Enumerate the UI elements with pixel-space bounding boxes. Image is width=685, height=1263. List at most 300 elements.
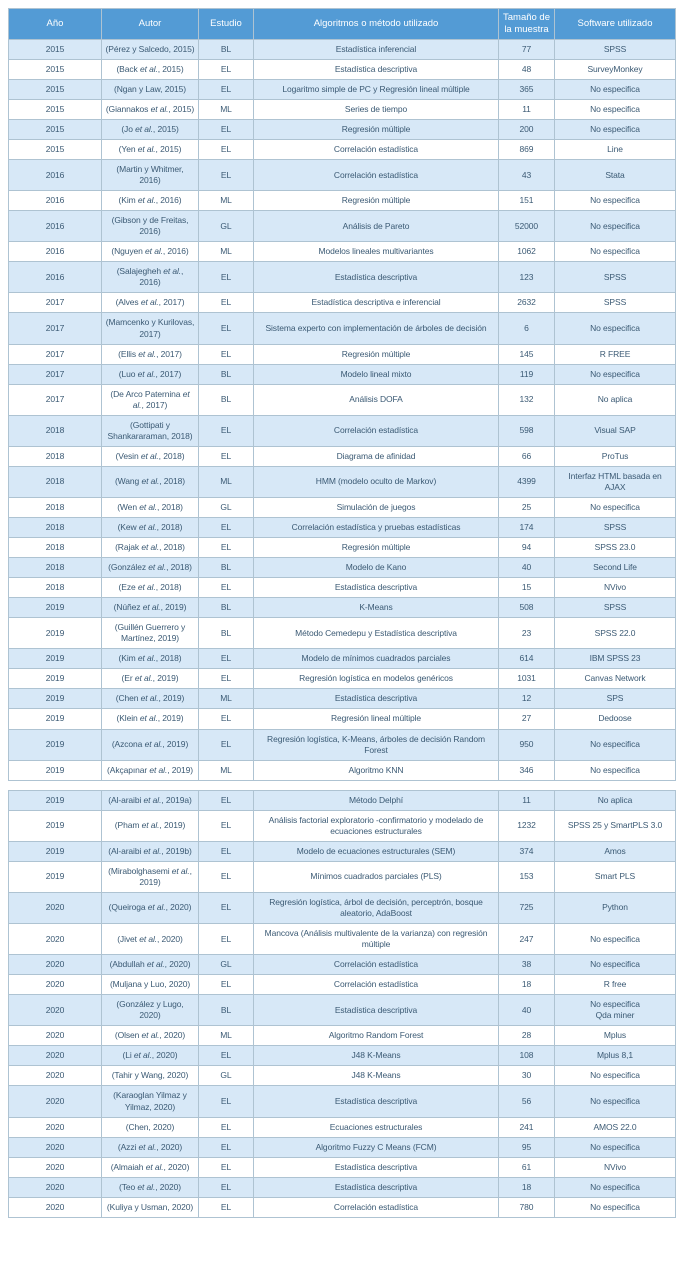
cell-method: Análisis DOFA (254, 384, 499, 415)
cell-study: ML (199, 242, 254, 262)
cell-year: 2020 (9, 1086, 102, 1117)
table-section-gap (8, 781, 685, 790)
cell-software: No especifica (555, 924, 676, 955)
table-row (9, 262, 676, 293)
cell-method: Logaritmo simple de PC y Regresión lineal múltiple (254, 79, 499, 99)
cell-software: No especifica (555, 1177, 676, 1197)
table-row (9, 446, 676, 466)
table-row (9, 578, 676, 598)
table-row (9, 191, 676, 211)
cell-year: 2020 (9, 1066, 102, 1086)
cell-study: ML (199, 191, 254, 211)
cell-method: J48 K-Means (254, 1066, 499, 1086)
table-row (9, 618, 676, 649)
cell-sample: 95 (499, 1137, 555, 1157)
cell-year: 2019 (9, 669, 102, 689)
cell-author: (Teo et al., 2020) (102, 1177, 199, 1197)
cell-study: EL (199, 79, 254, 99)
cell-software: IBM SPSS 23 (555, 649, 676, 669)
cell-method: Estadística descriptiva (254, 1086, 499, 1117)
header-cell-author: Autor (102, 9, 199, 40)
cell-method: Simulación de juegos (254, 497, 499, 517)
cell-study: GL (199, 955, 254, 975)
cell-software: No especifica (555, 760, 676, 780)
cell-author: (Tahir y Wang, 2020) (102, 1066, 199, 1086)
cell-software: No especifica (555, 1197, 676, 1217)
cell-study: EL (199, 861, 254, 892)
cell-software: No especifica (555, 729, 676, 760)
cell-sample: 2632 (499, 293, 555, 313)
table-row (9, 892, 676, 923)
cell-year: 2015 (9, 139, 102, 159)
cell-sample: 153 (499, 861, 555, 892)
cell-author: (Vesin et al., 2018) (102, 446, 199, 466)
cell-author: (Li et al., 2020) (102, 1046, 199, 1066)
cell-study: EL (199, 578, 254, 598)
cell-year: 2018 (9, 518, 102, 538)
cell-software: Amos (555, 841, 676, 861)
cell-author: (Martin y Whitmer, 2016) (102, 160, 199, 191)
cell-study: EL (199, 293, 254, 313)
table-row (9, 924, 676, 955)
table-row (9, 995, 676, 1026)
cell-year: 2017 (9, 313, 102, 344)
cell-method: Correlación estadística (254, 415, 499, 446)
cell-software: No especifica (555, 497, 676, 517)
cell-sample: 374 (499, 841, 555, 861)
table-row (9, 99, 676, 119)
cell-sample: 6 (499, 313, 555, 344)
cell-study: EL (199, 160, 254, 191)
cell-author: (Abdullah et al., 2020) (102, 955, 199, 975)
cell-method: Modelo de Kano (254, 558, 499, 578)
cell-author: (Kim et al., 2016) (102, 191, 199, 211)
cell-author: (De Arco Paternina et al., 2017) (102, 384, 199, 415)
table-row (9, 1157, 676, 1177)
table-row (9, 975, 676, 995)
table-row (9, 518, 676, 538)
cell-author: (Mirabolghasemi et al., 2019) (102, 861, 199, 892)
cell-software: No especifica (555, 955, 676, 975)
cell-author: (Back et al., 2015) (102, 59, 199, 79)
cell-year: 2020 (9, 1137, 102, 1157)
cell-study: GL (199, 497, 254, 517)
cell-author: (Guillén Guerrero y Martínez, 2019) (102, 618, 199, 649)
cell-year: 2016 (9, 242, 102, 262)
cell-software: R free (555, 975, 676, 995)
cell-method: Modelo lineal mixto (254, 364, 499, 384)
cell-study: BL (199, 598, 254, 618)
cell-study: EL (199, 139, 254, 159)
cell-study: EL (199, 1177, 254, 1197)
cell-author: (Azcona et al., 2019) (102, 729, 199, 760)
cell-author: (Gottipati y Shankararaman, 2018) (102, 415, 199, 446)
cell-year: 2017 (9, 364, 102, 384)
cell-sample: 241 (499, 1117, 555, 1137)
cell-study: EL (199, 262, 254, 293)
cell-author: (Chen, 2020) (102, 1117, 199, 1137)
cell-method: Regresión logística, árbol de decisión, perceptrón, bosque aleatorio, AdaBoost (254, 892, 499, 923)
cell-author: (Ngan y Law, 2015) (102, 79, 199, 99)
cell-study: EL (199, 790, 254, 810)
cell-software: Smart PLS (555, 861, 676, 892)
cell-year: 2020 (9, 1197, 102, 1217)
cell-sample: 200 (499, 119, 555, 139)
header-cell-software: Software utilizado (555, 9, 676, 40)
cell-method: Regresión múltiple (254, 191, 499, 211)
cell-method: Correlación estadística (254, 955, 499, 975)
cell-method: Diagrama de afinidad (254, 446, 499, 466)
table-row (9, 344, 676, 364)
table-row (9, 810, 676, 841)
cell-year: 2018 (9, 497, 102, 517)
cell-software: No especifica (555, 191, 676, 211)
cell-method: Estadística descriptiva (254, 59, 499, 79)
cell-sample: 43 (499, 160, 555, 191)
cell-sample: 61 (499, 1157, 555, 1177)
cell-sample: 725 (499, 892, 555, 923)
cell-study: ML (199, 99, 254, 119)
cell-author: (Chen et al., 2019) (102, 689, 199, 709)
cell-author: (Al-araibi et al., 2019a) (102, 790, 199, 810)
cell-author: (Queiroga et al., 2020) (102, 892, 199, 923)
cell-method: Estadística descriptiva (254, 262, 499, 293)
cell-study: EL (199, 669, 254, 689)
cell-software: SurveyMonkey (555, 59, 676, 79)
header-cell-year: Año (9, 9, 102, 40)
cell-author: (González et al., 2018) (102, 558, 199, 578)
header-row (9, 9, 676, 40)
cell-software: No aplica (555, 384, 676, 415)
cell-sample: 780 (499, 1197, 555, 1217)
cell-author: (Mamcenko y Kurilovas, 2017) (102, 313, 199, 344)
cell-year: 2019 (9, 709, 102, 729)
cell-sample: 40 (499, 558, 555, 578)
cell-software: No especifica (555, 1137, 676, 1157)
table-row (9, 364, 676, 384)
cell-software: No especifica Qda miner (555, 995, 676, 1026)
cell-method: J48 K-Means (254, 1046, 499, 1066)
cell-author: (Er et al., 2019) (102, 669, 199, 689)
table-row (9, 293, 676, 313)
table-row (9, 649, 676, 669)
cell-method: Correlación estadística (254, 1197, 499, 1217)
cell-software: SPSS 25 y SmartPLS 3.0 (555, 810, 676, 841)
cell-year: 2017 (9, 344, 102, 364)
cell-year: 2016 (9, 160, 102, 191)
table-row (9, 669, 676, 689)
cell-software: No especifica (555, 119, 676, 139)
cell-year: 2019 (9, 760, 102, 780)
table-row (9, 79, 676, 99)
cell-method: Modelo de ecuaciones estructurales (SEM) (254, 841, 499, 861)
cell-study: ML (199, 760, 254, 780)
cell-sample: 15 (499, 578, 555, 598)
cell-year: 2018 (9, 558, 102, 578)
results-table-part-2 (8, 790, 676, 1218)
cell-author: (Yen et al., 2015) (102, 139, 199, 159)
table-row (9, 1026, 676, 1046)
cell-year: 2020 (9, 975, 102, 995)
cell-sample: 12 (499, 689, 555, 709)
cell-author: (Wang et al., 2018) (102, 466, 199, 497)
cell-sample: 48 (499, 59, 555, 79)
cell-sample: 11 (499, 99, 555, 119)
cell-sample: 598 (499, 415, 555, 446)
table-row (9, 1137, 676, 1157)
cell-sample: 614 (499, 649, 555, 669)
cell-sample: 77 (499, 39, 555, 59)
table-row (9, 39, 676, 59)
header-cell-sample: Tamaño de la muestra (499, 9, 555, 40)
table-row (9, 1197, 676, 1217)
cell-sample: 950 (499, 729, 555, 760)
table-row (9, 313, 676, 344)
cell-year: 2015 (9, 39, 102, 59)
cell-sample: 145 (499, 344, 555, 364)
cell-year: 2020 (9, 892, 102, 923)
cell-year: 2015 (9, 59, 102, 79)
table-row (9, 689, 676, 709)
cell-year: 2019 (9, 841, 102, 861)
cell-year: 2016 (9, 262, 102, 293)
cell-method: Sistema experto con implementación de árboles de decisión (254, 313, 499, 344)
cell-software: Visual SAP (555, 415, 676, 446)
cell-year: 2020 (9, 1026, 102, 1046)
cell-sample: 28 (499, 1026, 555, 1046)
cell-study: EL (199, 415, 254, 446)
cell-software: ProTus (555, 446, 676, 466)
cell-author: (Azzi et al., 2020) (102, 1137, 199, 1157)
table-row (9, 598, 676, 618)
cell-study: EL (199, 1137, 254, 1157)
cell-method: Regresión logística, K-Means, árboles de decisión Random Forest (254, 729, 499, 760)
cell-study: EL (199, 729, 254, 760)
cell-method: Correlación estadística (254, 139, 499, 159)
cell-study: BL (199, 995, 254, 1026)
cell-software: Python (555, 892, 676, 923)
table-row (9, 729, 676, 760)
table-row (9, 709, 676, 729)
cell-sample: 1062 (499, 242, 555, 262)
cell-author: (Eze et al., 2018) (102, 578, 199, 598)
cell-sample: 132 (499, 384, 555, 415)
cell-method: Regresión múltiple (254, 538, 499, 558)
cell-method: Algoritmo Random Forest (254, 1026, 499, 1046)
cell-author: (Pérez y Salcedo, 2015) (102, 39, 199, 59)
cell-sample: 56 (499, 1086, 555, 1117)
table-row (9, 1117, 676, 1137)
cell-study: EL (199, 1197, 254, 1217)
table-row (9, 1066, 676, 1086)
cell-year: 2020 (9, 1046, 102, 1066)
table-row (9, 861, 676, 892)
cell-sample: 23 (499, 618, 555, 649)
cell-study: EL (199, 518, 254, 538)
cell-method: Análisis de Pareto (254, 211, 499, 242)
cell-year: 2016 (9, 211, 102, 242)
table-row (9, 160, 676, 191)
cell-method: Correlación estadística (254, 160, 499, 191)
cell-author: (Wen et al., 2018) (102, 497, 199, 517)
results-table-part-1 (8, 8, 676, 781)
cell-study: ML (199, 1026, 254, 1046)
cell-author: (Pham et al., 2019) (102, 810, 199, 841)
cell-year: 2019 (9, 861, 102, 892)
cell-year: 2020 (9, 995, 102, 1026)
cell-sample: 108 (499, 1046, 555, 1066)
cell-author: (Olsen et al., 2020) (102, 1026, 199, 1046)
table-row (9, 415, 676, 446)
cell-software: Mplus (555, 1026, 676, 1046)
cell-sample: 123 (499, 262, 555, 293)
cell-year: 2020 (9, 955, 102, 975)
table-row (9, 538, 676, 558)
cell-author: (Muljana y Luo, 2020) (102, 975, 199, 995)
cell-software: NVivo (555, 1157, 676, 1177)
cell-software: No especifica (555, 79, 676, 99)
cell-method: Método Cemedepu y Estadística descriptiva (254, 618, 499, 649)
cell-study: BL (199, 618, 254, 649)
cell-sample: 247 (499, 924, 555, 955)
cell-year: 2017 (9, 384, 102, 415)
cell-method: Ecuaciones estructurales (254, 1117, 499, 1137)
cell-study: EL (199, 892, 254, 923)
table-row (9, 59, 676, 79)
cell-study: EL (199, 841, 254, 861)
table-row (9, 139, 676, 159)
table-row (9, 466, 676, 497)
table-row (9, 384, 676, 415)
cell-sample: 40 (499, 995, 555, 1026)
cell-software: No especifica (555, 364, 676, 384)
cell-study: EL (199, 538, 254, 558)
table-row (9, 497, 676, 517)
cell-author: (Akçapınar et al., 2019) (102, 760, 199, 780)
cell-year: 2020 (9, 1177, 102, 1197)
cell-software: No especifica (555, 1086, 676, 1117)
cell-method: Modelo de mínimos cuadrados parciales (254, 649, 499, 669)
cell-method: Estadística descriptiva (254, 689, 499, 709)
table-row (9, 119, 676, 139)
cell-year: 2018 (9, 446, 102, 466)
cell-method: Regresión lineal múltiple (254, 709, 499, 729)
cell-year: 2019 (9, 810, 102, 841)
cell-author: (Jivet et al., 2020) (102, 924, 199, 955)
cell-software: Stata (555, 160, 676, 191)
cell-sample: 94 (499, 538, 555, 558)
cell-year: 2019 (9, 618, 102, 649)
cell-year: 2015 (9, 119, 102, 139)
cell-study: EL (199, 975, 254, 995)
table-row (9, 790, 676, 810)
cell-sample: 119 (499, 364, 555, 384)
table-row (9, 242, 676, 262)
cell-sample: 38 (499, 955, 555, 975)
cell-author: (Giannakos et al., 2015) (102, 99, 199, 119)
cell-software: No especifica (555, 1066, 676, 1086)
header-cell-method: Algoritmos o método utilizado (254, 9, 499, 40)
cell-sample: 365 (499, 79, 555, 99)
table-row (9, 1086, 676, 1117)
cell-method: Series de tiempo (254, 99, 499, 119)
table-row (9, 1046, 676, 1066)
cell-year: 2018 (9, 538, 102, 558)
cell-study: EL (199, 1157, 254, 1177)
cell-year: 2015 (9, 99, 102, 119)
cell-software: SPSS (555, 518, 676, 538)
cell-year: 2016 (9, 191, 102, 211)
cell-sample: 174 (499, 518, 555, 538)
cell-author: (Rajak et al., 2018) (102, 538, 199, 558)
cell-sample: 66 (499, 446, 555, 466)
cell-study: EL (199, 649, 254, 669)
cell-software: No especifica (555, 211, 676, 242)
cell-software: NVivo (555, 578, 676, 598)
cell-author: (Kuliya y Usman, 2020) (102, 1197, 199, 1217)
cell-author: (González y Lugo, 2020) (102, 995, 199, 1026)
cell-study: BL (199, 364, 254, 384)
cell-year: 2020 (9, 1117, 102, 1137)
cell-software: No especifica (555, 99, 676, 119)
cell-software: Interfaz HTML basada en AJAX (555, 466, 676, 497)
cell-study: BL (199, 558, 254, 578)
cell-sample: 4399 (499, 466, 555, 497)
cell-software: SPSS (555, 293, 676, 313)
table-row (9, 211, 676, 242)
cell-method: Correlación estadística y pruebas estadísticas (254, 518, 499, 538)
cell-study: ML (199, 466, 254, 497)
cell-author: (Jo et al., 2015) (102, 119, 199, 139)
cell-method: Mancova (Análisis multivalente de la varianza) con regresión múltiple (254, 924, 499, 955)
cell-sample: 52000 (499, 211, 555, 242)
cell-study: EL (199, 1086, 254, 1117)
table-row (9, 1177, 676, 1197)
cell-author: (Nguyen et al., 2016) (102, 242, 199, 262)
cell-year: 2018 (9, 466, 102, 497)
header-cell-study: Estudio (199, 9, 254, 40)
table-row (9, 841, 676, 861)
cell-sample: 869 (499, 139, 555, 159)
cell-study: ML (199, 689, 254, 709)
cell-software: SPSS (555, 39, 676, 59)
cell-year: 2019 (9, 729, 102, 760)
cell-year: 2019 (9, 598, 102, 618)
cell-year: 2020 (9, 924, 102, 955)
cell-year: 2017 (9, 293, 102, 313)
cell-method: Regresión múltiple (254, 344, 499, 364)
cell-method: HMM (modelo oculto de Markov) (254, 466, 499, 497)
cell-year: 2015 (9, 79, 102, 99)
cell-year: 2020 (9, 1157, 102, 1177)
cell-author: (Al-araibi et al., 2019b) (102, 841, 199, 861)
cell-sample: 151 (499, 191, 555, 211)
cell-sample: 30 (499, 1066, 555, 1086)
cell-method: Estadística descriptiva e inferencial (254, 293, 499, 313)
cell-method: Mínimos cuadrados parciales (PLS) (254, 861, 499, 892)
cell-study: EL (199, 810, 254, 841)
cell-software: AMOS 22.0 (555, 1117, 676, 1137)
cell-year: 2018 (9, 415, 102, 446)
cell-year: 2019 (9, 649, 102, 669)
cell-method: Estadística descriptiva (254, 1157, 499, 1177)
cell-method: Regresión múltiple (254, 119, 499, 139)
cell-author: (Núñez et al., 2019) (102, 598, 199, 618)
cell-study: GL (199, 211, 254, 242)
cell-author: (Salajegheh et al., 2016) (102, 262, 199, 293)
cell-sample: 27 (499, 709, 555, 729)
cell-method: Método Delphí (254, 790, 499, 810)
